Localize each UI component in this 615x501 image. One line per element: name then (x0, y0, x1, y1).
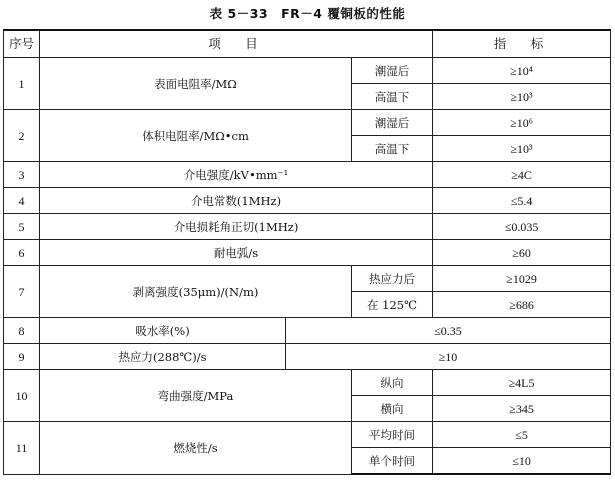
row-number: 8 (4, 318, 40, 344)
spec-value: ≤10 (433, 448, 611, 475)
property-name: 热应力(288℃)/s (40, 344, 286, 370)
test-condition: 纵向 (352, 370, 433, 396)
spec-value: ≥4L5 (433, 370, 611, 396)
properties-table (3, 29, 611, 475)
test-condition: 横向 (352, 396, 433, 422)
property-name: 吸水率(%) (40, 318, 286, 344)
row-number: 2 (4, 110, 40, 162)
row-number: 5 (4, 214, 40, 240)
table-row (4, 370, 611, 396)
row-number: 9 (4, 344, 40, 370)
table-row (4, 266, 611, 292)
table-row (4, 318, 611, 344)
table-row (4, 214, 611, 240)
table-row (4, 162, 611, 188)
row-number: 11 (4, 422, 40, 475)
property-name: 表面电阻率/MΩ (40, 58, 352, 110)
table-caption: 表 5－33 FR－4 覆铜板的性能 (209, 6, 406, 21)
header-spec: 指 标 (433, 30, 611, 58)
spec-value: ≥10 (286, 344, 611, 370)
test-condition: 高温下 (352, 84, 433, 110)
spec-value: ≤0.35 (286, 318, 611, 344)
spec-value: ≥10⁶ (433, 110, 611, 136)
spec-value: ≥686 (433, 292, 611, 318)
property-name: 耐电弧/s (40, 240, 433, 266)
row-number: 7 (4, 266, 40, 318)
test-condition: 在 125℃ (352, 292, 433, 318)
property-name: 介电常数(1MHz) (40, 188, 433, 214)
row-number: 10 (4, 370, 40, 422)
property-name: 介电强度/kV•mm⁻¹ (40, 162, 433, 188)
table-row (4, 422, 611, 448)
spec-value: ≤5 (433, 422, 611, 448)
property-name: 弯曲强度/MPa (40, 370, 352, 422)
table-row (4, 188, 611, 214)
property-name: 燃烧性/s (40, 422, 352, 475)
test-condition: 潮湿后 (352, 58, 433, 84)
test-condition: 平均时间 (352, 422, 433, 448)
header-row (4, 30, 611, 58)
property-name: 体积电阻率/MΩ•cm (40, 110, 352, 162)
spec-value: ≥4C (433, 162, 611, 188)
row-number: 4 (4, 188, 40, 214)
property-name: 介电损耗角正切(1MHz) (40, 214, 433, 240)
spec-value: ≥60 (433, 240, 611, 266)
row-number: 3 (4, 162, 40, 188)
test-condition: 高温下 (352, 136, 433, 162)
test-condition: 热应力后 (352, 266, 433, 292)
property-name: 剥离强度(35μm)/(N/m) (40, 266, 352, 318)
row-number: 6 (4, 240, 40, 266)
spec-value: ≤0.035 (433, 214, 611, 240)
header-item: 项 目 (40, 30, 433, 58)
row-number: 1 (4, 58, 40, 110)
spec-value: ≥10³ (433, 84, 611, 110)
spec-value: ≤5.4 (433, 188, 611, 214)
table-row (4, 58, 611, 84)
test-condition: 潮湿后 (352, 110, 433, 136)
table-row (4, 240, 611, 266)
test-condition: 单个时间 (352, 448, 433, 475)
spec-value: ≥10³ (433, 136, 611, 162)
spec-value: ≥10⁴ (433, 58, 611, 84)
header-serial-number: 序号 (4, 30, 40, 58)
table-row (4, 344, 611, 370)
spec-value: ≥345 (433, 396, 611, 422)
spec-value: ≥1029 (433, 266, 611, 292)
table-row (4, 110, 611, 136)
